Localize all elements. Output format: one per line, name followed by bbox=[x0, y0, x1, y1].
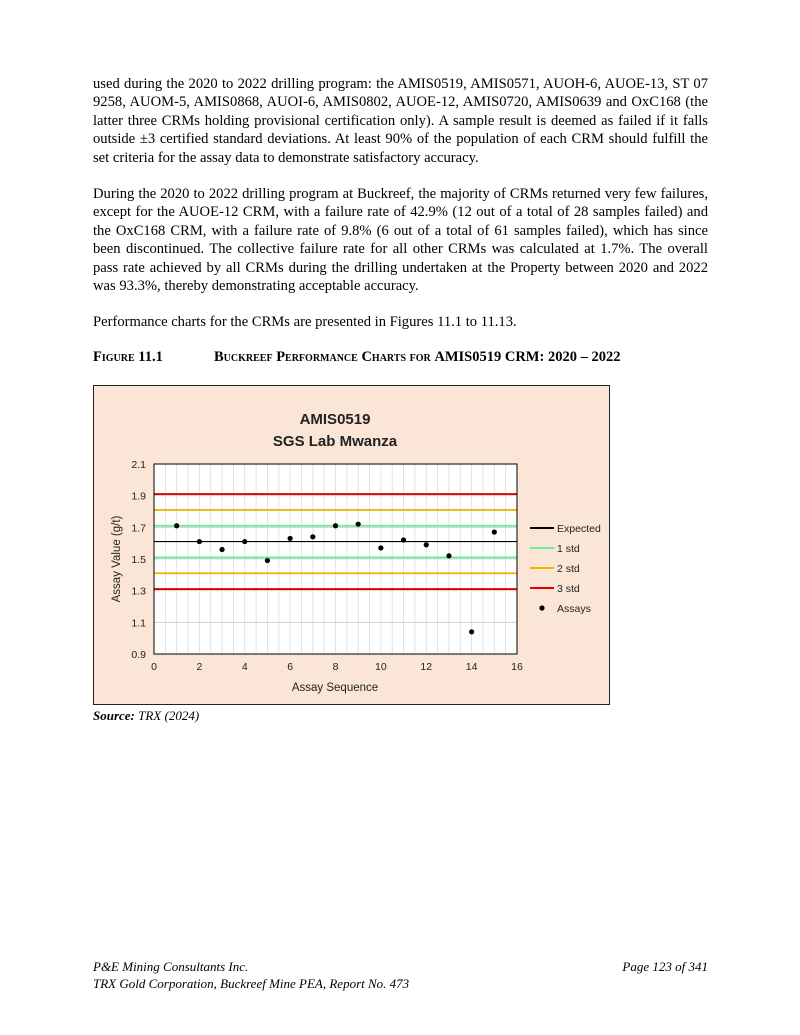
y-tick-label: 1.9 bbox=[131, 490, 146, 503]
y-tick-label: 1.1 bbox=[131, 617, 146, 630]
y-tick-label: 0.9 bbox=[131, 649, 146, 661]
assay-point bbox=[242, 539, 247, 544]
assay-point bbox=[197, 539, 202, 544]
x-tick-label: 4 bbox=[241, 661, 248, 673]
source-label: Source: bbox=[93, 708, 135, 723]
legend-one-std-label: 1 std bbox=[557, 543, 580, 555]
legend-two-std-label: 2 std bbox=[557, 563, 580, 575]
chart-title: AMIS0519 bbox=[299, 411, 371, 428]
x-tick-label: 16 bbox=[511, 661, 523, 673]
y-tick-label: 2.1 bbox=[131, 459, 146, 471]
figure-label: Figure 11.1 bbox=[93, 349, 163, 365]
legend-assays-swatch bbox=[539, 605, 544, 610]
x-tick-label: 6 bbox=[287, 661, 294, 673]
assay-point bbox=[469, 629, 474, 634]
legend-assays-label: Assays bbox=[557, 603, 591, 615]
figure-title-prefix: Buckreef Performance Charts for bbox=[214, 349, 435, 365]
x-axis-label: Assay Sequence bbox=[291, 682, 379, 694]
x-tick-label: 8 bbox=[332, 661, 339, 673]
assay-performance-chart bbox=[94, 386, 611, 706]
x-tick-label: 2 bbox=[196, 661, 203, 673]
y-tick-label: 1.5 bbox=[131, 554, 146, 566]
body-paragraph-figure-reference: Performance charts for the CRMs are presented in Figures 11.1 to 11.13. bbox=[93, 314, 517, 330]
assay-point bbox=[265, 558, 270, 563]
figure-source bbox=[93, 708, 199, 724]
x-tick-label: 0 bbox=[151, 661, 157, 673]
y-axis-label: Assay Value (g/t) bbox=[111, 515, 123, 603]
footer-report: TRX Gold Corporation, Buckreef Mine PEA, Report No. 473 bbox=[93, 976, 410, 991]
legend-expected-label: Expected bbox=[557, 523, 601, 535]
figure-title-suffix: AMIS0519 CRM: 2020 – 2022 bbox=[434, 349, 621, 365]
body-paragraph-failure-rates: During the 2020 to 2022 drilling program at Buckreef, the majority of CRMs returned very few failures, except for the AUOE-12 CRM, with a failure rate of 42.9% (12 out of a total of 28 samples failed) and the OxC168 CRM, with a failure rate of 9.8% (6 out of a total of 61 samples failed), which has since been discontinued. The collective failure rate for all other CRMs was calculated at 1.7%. The overall pass rate achieved by all CRMs during the drilling undertaken at the Property between 2020 and 2022 was 93.3%, thereby demonstrating acceptable accuracy. bbox=[93, 186, 708, 295]
assay-point bbox=[401, 537, 406, 542]
assay-point bbox=[333, 523, 338, 528]
x-tick-label: 10 bbox=[375, 661, 387, 673]
assay-point bbox=[174, 523, 179, 528]
assay-point bbox=[310, 534, 315, 539]
figure-title bbox=[214, 349, 620, 366]
assay-point bbox=[378, 545, 383, 550]
body-paragraph-crm-list: used during the 2020 to 2022 drilling program: the AMIS0519, AMIS0571, AUOH-6, AUOE-13, ST 07 9258, AUOM-5, AMIS0868, AUOI-6, AMIS0802, AUOE-12, AMIS0720, AMIS0639 and OxC168 (the latter three CRMs holding provisional certification only). A sample result is deemed as failed if it falls outside ±3 certified standard deviations. At least 90% of the population of each CRM should fulfill the set criteria for the assay data to demonstrate satisfactory accuracy. bbox=[93, 76, 708, 166]
chart-panel bbox=[93, 385, 610, 705]
footer-left bbox=[93, 958, 409, 992]
footer-page-number: Page 123 of 341 bbox=[622, 959, 708, 974]
assay-point bbox=[288, 536, 293, 541]
y-tick-label: 1.7 bbox=[131, 522, 146, 535]
y-tick-label: 1.3 bbox=[131, 585, 146, 598]
chart-subtitle: SGS Lab Mwanza bbox=[272, 433, 398, 450]
legend-three-std-label: 3 std bbox=[557, 583, 580, 595]
footer-company: P&E Mining Consultants Inc. bbox=[93, 959, 249, 974]
assay-point bbox=[424, 542, 429, 547]
assay-point bbox=[356, 522, 361, 527]
source-text: TRX (2024) bbox=[134, 708, 200, 723]
x-tick-label: 14 bbox=[465, 661, 478, 673]
x-tick-label: 12 bbox=[420, 661, 433, 673]
assay-point bbox=[219, 547, 224, 552]
assay-point bbox=[446, 553, 451, 558]
assay-point bbox=[492, 529, 497, 534]
